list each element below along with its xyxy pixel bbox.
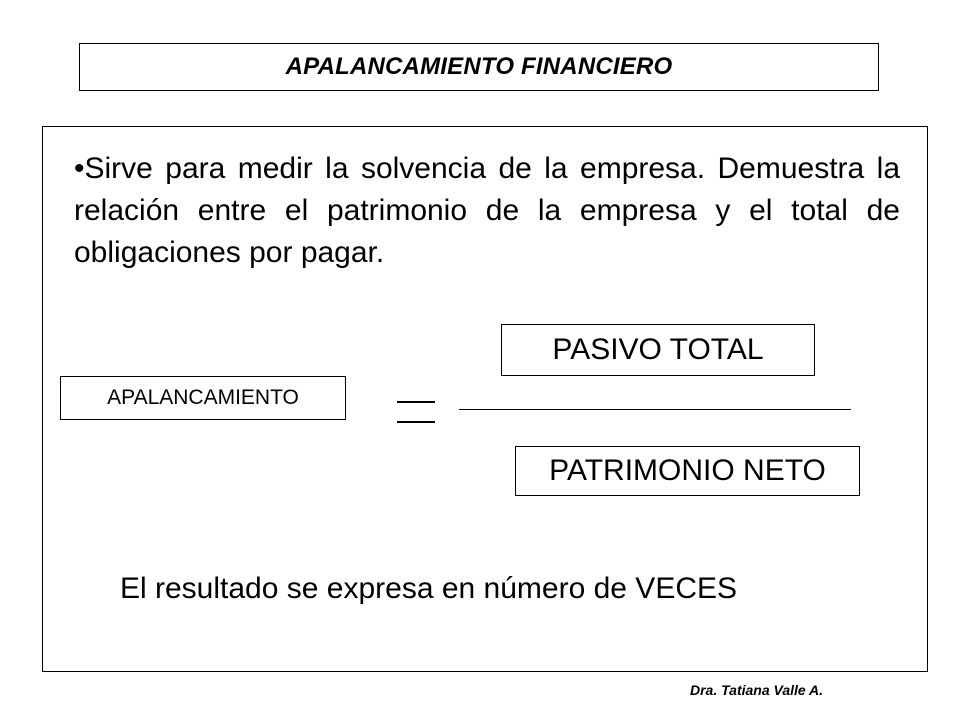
numerator-box [501,324,815,376]
result-note: El resultado se expresa en número de VECES [120,572,738,605]
bullet-paragraph: •Sirve para medir la solvencia de la empresa. Demuestra la relación entre el patrimonio de la empresa y el total de obligaciones por pagar. [74,152,900,269]
numerator-label: PASIVO TOTAL [552,333,764,366]
formula-left-term: APALANCAMIENTO [107,386,299,409]
denominator-box [515,446,860,496]
title-box [79,43,879,91]
fraction-line [459,409,851,410]
formula-left-term-box [60,376,346,420]
denominator-label: PATRIMONIO NETO [549,454,826,487]
footer-author: Dra. Tatiana Valle A. [690,682,824,698]
slide-title: APALANCAMIENTO FINANCIERO [285,53,673,80]
equals-sign [397,401,435,423]
